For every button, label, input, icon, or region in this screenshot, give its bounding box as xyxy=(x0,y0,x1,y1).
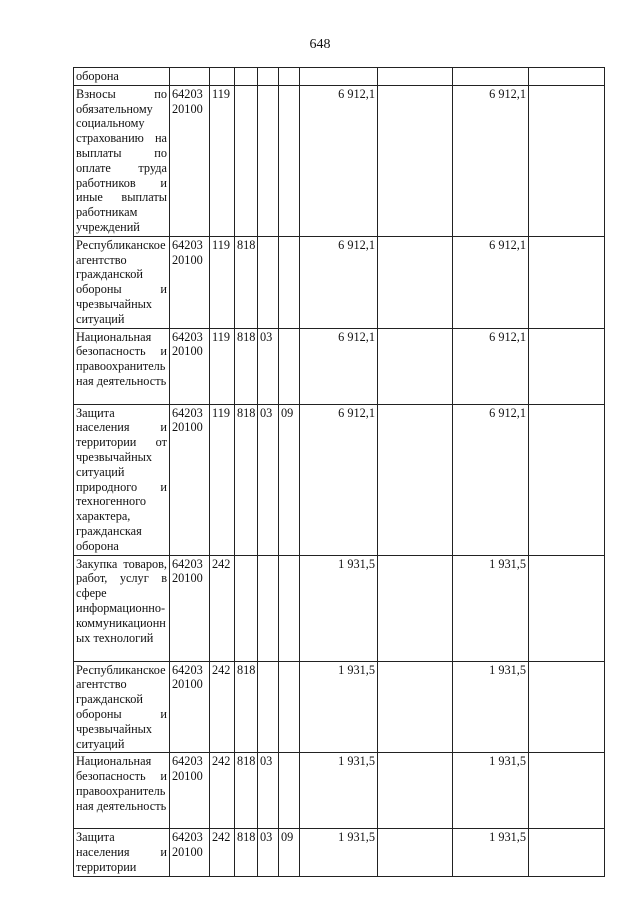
cell-amount-total xyxy=(300,68,378,86)
page-number: 648 xyxy=(309,37,331,52)
cell-name: Республиканское агентство гражданской обороны и чрезвычайных ситуаций xyxy=(74,661,170,753)
table-row xyxy=(74,555,605,661)
cell-expense-type: 119 xyxy=(210,236,235,328)
table-row xyxy=(74,328,605,404)
table-row xyxy=(74,236,605,328)
cell-expense-type: 242 xyxy=(210,829,235,876)
cell-amount-total: 1 931,5 xyxy=(300,661,378,753)
cell-expense-type: 119 xyxy=(210,85,235,236)
cell-amount-3: 1 931,5 xyxy=(453,555,529,661)
cell-amount-3 xyxy=(453,68,529,86)
cell-subsection xyxy=(279,555,300,661)
cell-amount-total: 6 912,1 xyxy=(300,85,378,236)
cell-amount-2 xyxy=(378,404,453,555)
cell-administrator xyxy=(235,85,258,236)
cell-amount-4 xyxy=(529,555,605,661)
cell-section xyxy=(258,661,279,753)
cell-amount-4 xyxy=(529,236,605,328)
cell-section: 03 xyxy=(258,404,279,555)
table-row xyxy=(74,68,605,86)
cell-amount-total: 6 912,1 xyxy=(300,328,378,404)
table-row xyxy=(74,661,605,753)
cell-amount-3: 6 912,1 xyxy=(453,85,529,236)
cell-administrator: 818 xyxy=(235,829,258,876)
cell-subsection: 09 xyxy=(279,404,300,555)
cell-amount-4 xyxy=(529,753,605,829)
cell-name: Взносы по обязательному социальному страхованию на выплаты по оплате труда работников и иные выплаты работникам учреждений xyxy=(74,85,170,236)
cell-section xyxy=(258,68,279,86)
cell-expense-type xyxy=(210,68,235,86)
cell-section: 03 xyxy=(258,829,279,876)
cell-amount-4 xyxy=(529,829,605,876)
cell-amount-4 xyxy=(529,85,605,236)
cell-section: 03 xyxy=(258,328,279,404)
cell-section: 03 xyxy=(258,753,279,829)
cell-amount-3: 6 912,1 xyxy=(453,328,529,404)
cell-amount-2 xyxy=(378,85,453,236)
table-body xyxy=(74,68,605,877)
cell-amount-total: 1 931,5 xyxy=(300,555,378,661)
cell-section xyxy=(258,236,279,328)
cell-subsection xyxy=(279,328,300,404)
cell-target-article: 64203 20100 xyxy=(170,555,210,661)
cell-amount-2 xyxy=(378,68,453,86)
cell-amount-4 xyxy=(529,328,605,404)
cell-amount-2 xyxy=(378,829,453,876)
cell-subsection xyxy=(279,753,300,829)
cell-amount-total: 1 931,5 xyxy=(300,753,378,829)
cell-subsection xyxy=(279,661,300,753)
cell-amount-total: 6 912,1 xyxy=(300,404,378,555)
cell-amount-4 xyxy=(529,404,605,555)
cell-subsection xyxy=(279,236,300,328)
cell-target-article: 64203 20100 xyxy=(170,236,210,328)
cell-administrator: 818 xyxy=(235,661,258,753)
cell-administrator: 818 xyxy=(235,328,258,404)
cell-administrator xyxy=(235,555,258,661)
cell-name: Защита населения и территории от чрезвычайных ситуаций природного и техногенного характера, гражданская оборона xyxy=(74,404,170,555)
cell-subsection xyxy=(279,85,300,236)
cell-target-article: 64203 20100 xyxy=(170,85,210,236)
cell-expense-type: 119 xyxy=(210,404,235,555)
cell-amount-2 xyxy=(378,661,453,753)
cell-amount-2 xyxy=(378,236,453,328)
cell-target-article xyxy=(170,68,210,86)
cell-section xyxy=(258,85,279,236)
cell-amount-3: 1 931,5 xyxy=(453,661,529,753)
cell-name: Защита населения и территории xyxy=(74,829,170,876)
cell-target-article: 64203 20100 xyxy=(170,404,210,555)
cell-expense-type: 242 xyxy=(210,661,235,753)
cell-target-article: 64203 20100 xyxy=(170,328,210,404)
cell-subsection: 09 xyxy=(279,829,300,876)
cell-amount-3: 6 912,1 xyxy=(453,236,529,328)
cell-administrator xyxy=(235,68,258,86)
cell-expense-type: 242 xyxy=(210,753,235,829)
table-row xyxy=(74,753,605,829)
cell-amount-2 xyxy=(378,753,453,829)
cell-administrator: 818 xyxy=(235,236,258,328)
cell-name: Республиканское агентство гражданской обороны и чрезвычайных ситуаций xyxy=(74,236,170,328)
table-row xyxy=(74,829,605,876)
cell-amount-total: 1 931,5 xyxy=(300,829,378,876)
cell-amount-3: 1 931,5 xyxy=(453,753,529,829)
cell-amount-2 xyxy=(378,328,453,404)
table-row xyxy=(74,85,605,236)
cell-target-article: 64203 20100 xyxy=(170,829,210,876)
cell-administrator: 818 xyxy=(235,404,258,555)
cell-target-article: 64203 20100 xyxy=(170,661,210,753)
table-row xyxy=(74,404,605,555)
cell-section xyxy=(258,555,279,661)
cell-target-article: 64203 20100 xyxy=(170,753,210,829)
cell-expense-type: 242 xyxy=(210,555,235,661)
cell-name: Национальная безопасность и правоохранительная деятельность xyxy=(74,328,170,404)
cell-expense-type: 119 xyxy=(210,328,235,404)
cell-name: оборона xyxy=(74,68,170,86)
cell-name: Закупка товаров, работ, услуг в сфере информационно-коммуникационных технологий xyxy=(74,555,170,661)
cell-name: Национальная безопасность и правоохранительная деятельность xyxy=(74,753,170,829)
cell-amount-3: 1 931,5 xyxy=(453,829,529,876)
cell-amount-4 xyxy=(529,68,605,86)
cell-amount-3: 6 912,1 xyxy=(453,404,529,555)
cell-amount-2 xyxy=(378,555,453,661)
cell-amount-4 xyxy=(529,661,605,753)
cell-amount-total: 6 912,1 xyxy=(300,236,378,328)
cell-subsection xyxy=(279,68,300,86)
budget-table xyxy=(73,67,605,877)
cell-administrator: 818 xyxy=(235,753,258,829)
